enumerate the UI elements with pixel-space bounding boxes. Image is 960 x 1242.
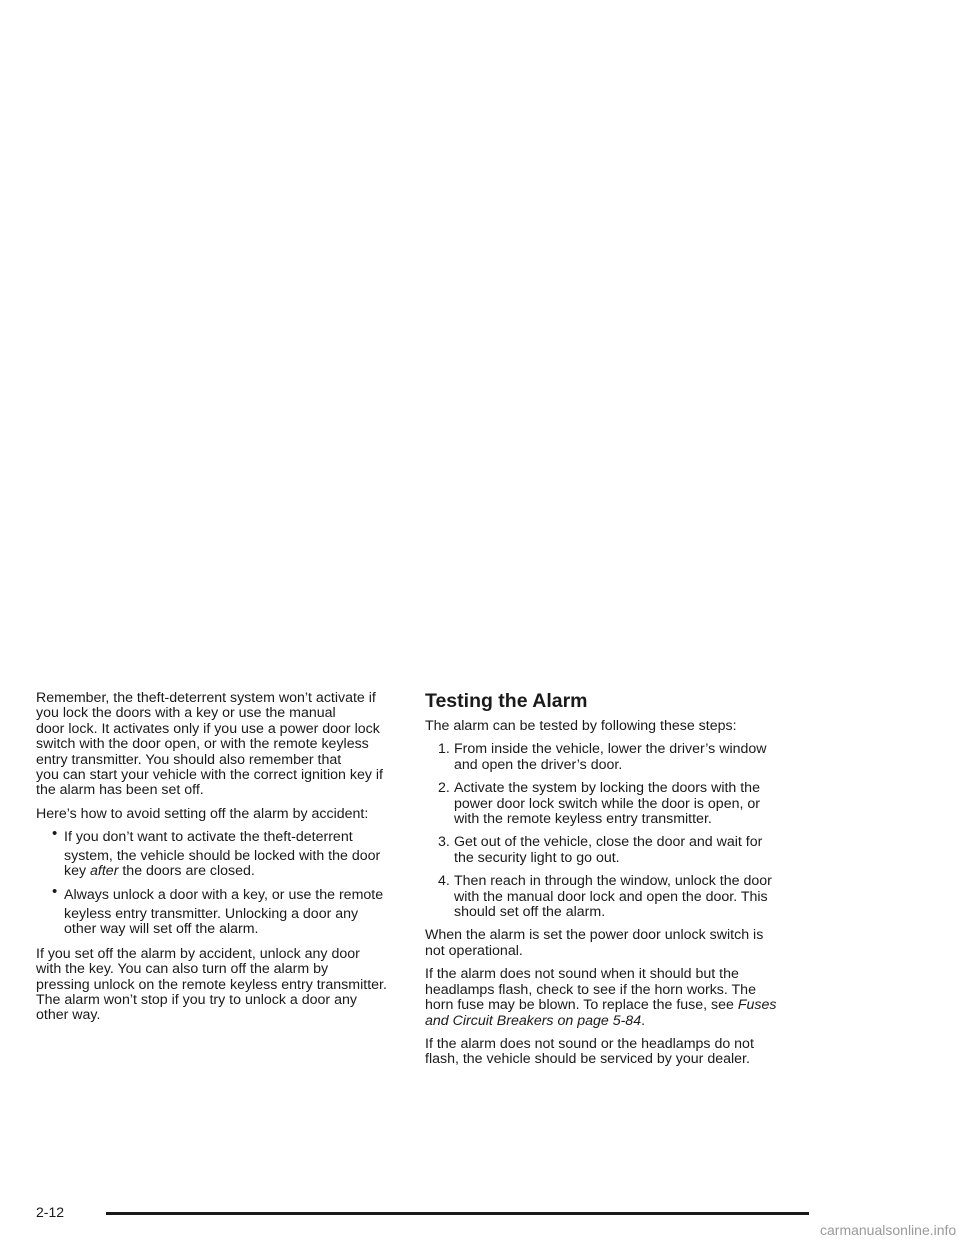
paragraph-test-intro: The alarm can be tested by following these steps: [425,718,737,734]
step-number: 2. [438,780,450,797]
paragraph-avoid-alarm-intro: Here’s how to avoid setting off the alarm by accident: [36,805,369,822]
paragraph-service-dealer: If the alarm does not sound or the headlamps do not flash, the vehicle should be serviced by your dealer. [425,1035,754,1068]
paragraph-alarm-set-off-accident: If you set off the alarm by accident, unlock any door with the key. You can also turn off the alarm by pressing unlock on the remote keyless entry transmitter. The alarm won’t stop if you try to unlock a door any other way. [36,945,387,1024]
circuit-breakers-reference-link: and Circuit Breakers on page 5-84 [425,1012,642,1029]
step-number: 3. [438,834,450,851]
right-column [425,719,790,1076]
bullet-item-lock-with-key: • If you don’t want to activate the theft-deterrent system, the vehicle should be locked with the door key after the doors are closed. [52,825,381,880]
step-item-2: 2. Activate the system by locking the doors with the power door lock switch while the door is open, or with the remote keyless entry transmitter. [438,780,760,828]
bullet-item-unlock-with-key: • Always unlock a door with a key, or use the remote keyless entry transmitter. Unlocking a door any other way will set off the alarm. [52,883,384,938]
watermark: carmanualsonline.info [820,1222,957,1238]
left-column [36,691,396,1032]
step-item-4: 4. Then reach in through the window, unlock the door with the manual door lock and open the door. This should set off the alarm. [438,873,772,921]
step-number: 4. [438,873,450,890]
paragraph-theft-deterrent-activation: Remember, the theft-deterrent system won’t activate if you lock the doors with a key or use the manual door lock. It activates only if you use a power door lock switch with the door open, or with the remote keyless entry transmitter. You should also remember that you can start your vehicle with the correct ignition key if the alarm has been set off. [36,690,383,799]
step-number: 1. [438,741,450,758]
paragraph-horn-check: If the alarm does not sound when it should but the headlamps flash, check to see if the horn works. The horn fuse may be blown. To replace the fuse, see Fuses and Circuit Breakers on page 5-84. [425,966,777,1029]
page-number: 2-12 [36,1204,65,1220]
bullet-icon: • [52,883,58,901]
bullet-icon: • [52,825,58,843]
footer-divider [106,1212,809,1215]
step-item-1: 1. From inside the vehicle, lower the driver’s window and open the driver’s door. [438,741,767,773]
section-heading-testing-alarm: Testing the Alarm [425,690,588,712]
step-item-3: 3. Get out of the vehicle, close the door and wait for the security light to go out. [438,834,763,866]
fuses-reference-link: Fuses [737,997,777,1014]
paragraph-unlock-switch: When the alarm is set the power door unlock switch is not operational. [425,927,764,959]
